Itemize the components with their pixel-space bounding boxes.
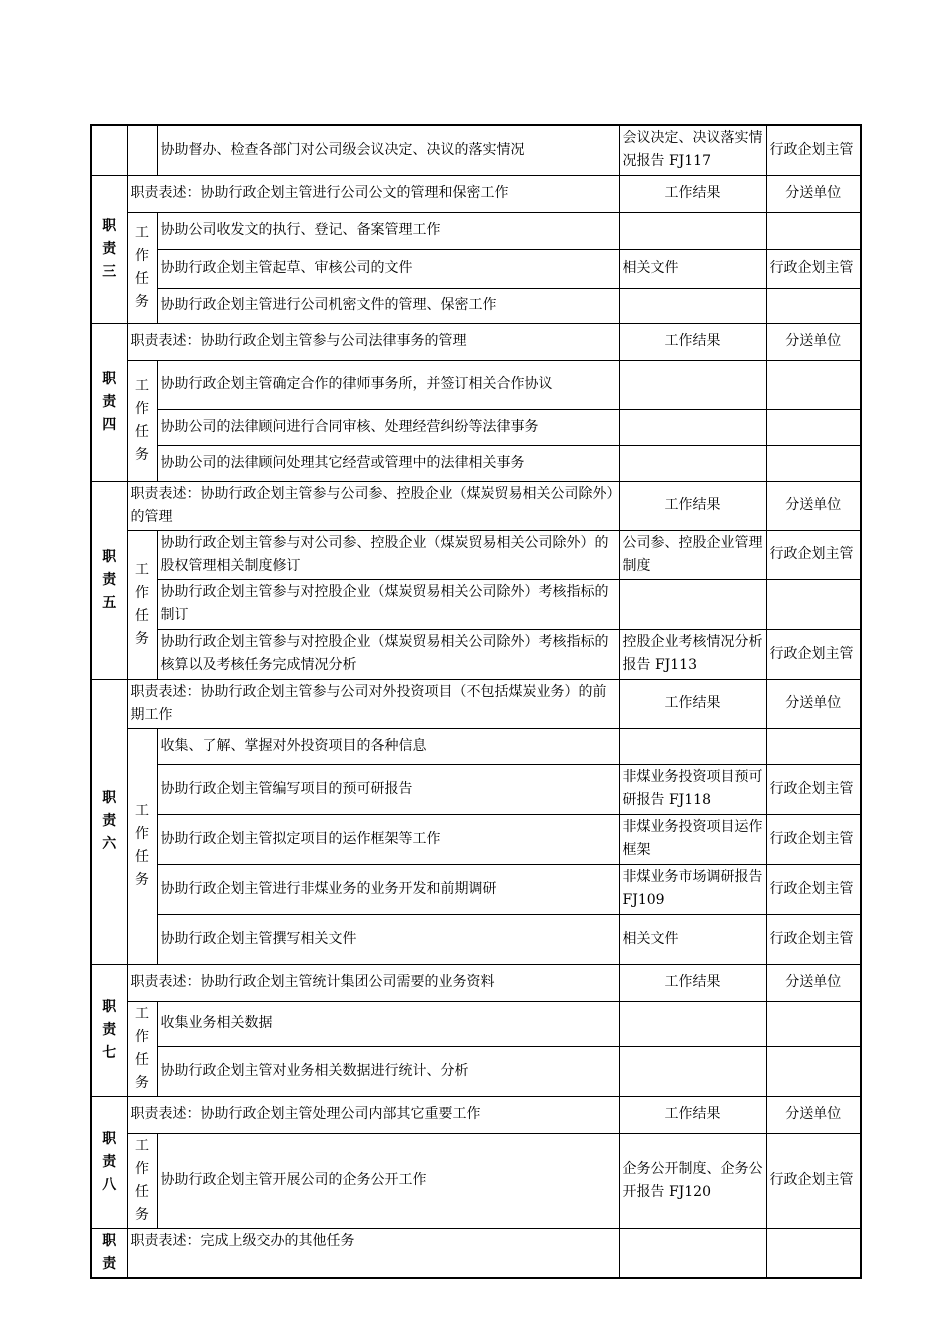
task-text: 协助行政企划主管进行非煤业务的业务开发和前期调研 xyxy=(157,864,619,914)
duty-header-row xyxy=(91,175,861,212)
table-row xyxy=(91,445,861,481)
last-duty-row xyxy=(91,1228,861,1278)
task-text: 协助行政企划主管拟定项目的运作框架等工作 xyxy=(157,814,619,864)
duty-header-row xyxy=(91,1096,861,1133)
duty-statement: 职责表述：协助行政企划主管处理公司内部其它重要工作 xyxy=(127,1096,619,1133)
result-cell: 会议决定、决议落实情况报告 FJ117 xyxy=(619,125,766,175)
dest-cell: 行政企划主管 xyxy=(766,125,861,175)
table-row xyxy=(91,249,861,288)
task-text: 协助行政企划主管起草、审核公司的文件 xyxy=(157,249,619,288)
duty-statement: 职责表述：协助行政企划主管参与公司法律事务的管理 xyxy=(127,323,619,360)
dest-cell xyxy=(766,360,861,409)
dest-cell xyxy=(766,728,861,764)
task-label-text: 工作任务 xyxy=(135,1137,149,1223)
dest-cell xyxy=(766,212,861,249)
table-row xyxy=(91,530,861,579)
table-row xyxy=(91,914,861,964)
table-row xyxy=(91,864,861,914)
result-cell xyxy=(619,445,766,481)
result-cell: 公司参、控股企业管理制度 xyxy=(619,530,766,579)
task-text: 协助督办、检查各部门对公司级会议决定、决议的落实情况 xyxy=(157,125,619,175)
task-label-text: 工作任务 xyxy=(135,377,149,463)
result-cell xyxy=(619,1001,766,1046)
result-cell: 相关文件 xyxy=(619,249,766,288)
duty-statement: 职责表述：协助行政企划主管参与公司参、控股企业（煤炭贸易相关公司除外）的管理 xyxy=(127,481,619,530)
dest-cell xyxy=(766,1228,861,1278)
dest-cell: 行政企划主管 xyxy=(766,914,861,964)
duty-label xyxy=(91,175,127,323)
result-cell xyxy=(619,1046,766,1096)
duty-label xyxy=(91,679,127,964)
table-row xyxy=(91,1046,861,1096)
dest-header: 分送单位 xyxy=(766,481,861,530)
table-row xyxy=(91,728,861,764)
dest-header: 分送单位 xyxy=(766,679,861,728)
table-row xyxy=(91,288,861,323)
task-text: 收集业务相关数据 xyxy=(157,1001,619,1046)
task-text: 协助公司收发文的执行、登记、备案管理工作 xyxy=(157,212,619,249)
dest-cell: 行政企划主管 xyxy=(766,764,861,814)
task-label xyxy=(127,728,157,964)
task-text: 协助行政企划主管开展公司的企务公开工作 xyxy=(157,1133,619,1228)
task-text: 协助行政企划主管参与对公司参、控股企业（煤炭贸易相关公司除外）的股权管理相关制度修订 xyxy=(157,530,619,579)
result-cell: 企务公开制度、企务公开报告 FJ120 xyxy=(619,1133,766,1228)
dest-cell xyxy=(766,1001,861,1046)
duty-label-cell xyxy=(91,125,127,175)
duty-label-text: 职责七 xyxy=(102,998,117,1061)
result-cell xyxy=(619,360,766,409)
task-text: 协助行政企划主管撰写相关文件 xyxy=(157,914,619,964)
task-label xyxy=(127,1001,157,1096)
duty-label xyxy=(91,481,127,679)
duty-label xyxy=(91,964,127,1096)
result-header: 工作结果 xyxy=(619,964,766,1001)
duty-label-text: 职责三 xyxy=(102,217,117,280)
task-text: 协助行政企划主管对业务相关数据进行统计、分析 xyxy=(157,1046,619,1096)
task-text: 协助行政企划主管确定合作的律师事务所，并签订相关合作协议 xyxy=(157,360,619,409)
duty-statement: 职责表述：协助行政企划主管参与公司对外投资项目（不包括煤炭业务）的前期工作 xyxy=(127,679,619,728)
dest-cell xyxy=(766,1046,861,1096)
dest-cell xyxy=(766,409,861,445)
dest-cell xyxy=(766,579,861,629)
duty-header-row xyxy=(91,323,861,360)
dest-header: 分送单位 xyxy=(766,323,861,360)
dest-cell: 行政企划主管 xyxy=(766,629,861,679)
dest-header: 分送单位 xyxy=(766,964,861,1001)
table-row xyxy=(91,814,861,864)
duty-label-text: 职责 xyxy=(102,1232,117,1272)
duty-label-text: 职责八 xyxy=(102,1130,117,1193)
dest-cell: 行政企划主管 xyxy=(766,530,861,579)
task-label xyxy=(127,212,157,323)
duty-statement: 职责表述：协助行政企划主管进行公司公文的管理和保密工作 xyxy=(127,175,619,212)
duty-label-text: 职责五 xyxy=(102,548,117,611)
table-row xyxy=(91,409,861,445)
task-text: 收集、了解、掌握对外投资项目的各种信息 xyxy=(157,728,619,764)
duty-label xyxy=(91,323,127,481)
result-header: 工作结果 xyxy=(619,323,766,360)
duty-statement: 职责表述：协助行政企划主管统计集团公司需要的业务资料 xyxy=(127,964,619,1001)
result-cell xyxy=(619,1228,766,1278)
duty-header-row xyxy=(91,481,861,530)
task-text: 协助行政企划主管编写项目的预可研报告 xyxy=(157,764,619,814)
table-row xyxy=(91,125,861,175)
task-text: 协助行政企划主管参与对控股企业（煤炭贸易相关公司除外）考核指标的制订 xyxy=(157,579,619,629)
result-cell xyxy=(619,579,766,629)
task-text: 协助公司的法律顾问进行合同审核、处理经营纠纷等法律事务 xyxy=(157,409,619,445)
table-row xyxy=(91,360,861,409)
table-row xyxy=(91,212,861,249)
dest-cell: 行政企划主管 xyxy=(766,249,861,288)
result-header: 工作结果 xyxy=(619,175,766,212)
result-cell xyxy=(619,409,766,445)
dest-cell: 行政企划主管 xyxy=(766,1133,861,1228)
task-label-text: 工作任务 xyxy=(135,803,149,888)
duty-label-text: 职责六 xyxy=(102,790,117,852)
result-header: 工作结果 xyxy=(619,1096,766,1133)
result-cell: 相关文件 xyxy=(619,914,766,964)
result-cell xyxy=(619,288,766,323)
task-label xyxy=(127,1133,157,1228)
result-cell: 控股企业考核情况分析报告 FJ113 xyxy=(619,629,766,679)
duty-header-row xyxy=(91,964,861,1001)
job-duty-table xyxy=(90,124,862,1279)
table-row xyxy=(91,764,861,814)
result-cell: 非煤业务投资项目运作框架 xyxy=(619,814,766,864)
table-row xyxy=(91,1001,861,1046)
task-label xyxy=(127,360,157,481)
duty-header-row xyxy=(91,679,861,728)
task-label xyxy=(127,530,157,679)
duty-label xyxy=(91,1096,127,1228)
result-cell: 非煤业务投资项目预可研报告 FJ118 xyxy=(619,764,766,814)
result-cell: 非煤业务市场调研报告 FJ109 xyxy=(619,864,766,914)
task-text: 协助行政企划主管进行公司机密文件的管理、保密工作 xyxy=(157,288,619,323)
duty-table-body xyxy=(91,125,861,1278)
result-header: 工作结果 xyxy=(619,679,766,728)
task-text: 协助行政企划主管参与对控股企业（煤炭贸易相关公司除外）考核指标的核算以及考核任务完成情况分析 xyxy=(157,629,619,679)
task-label-text: 工作任务 xyxy=(135,1005,149,1091)
dest-header: 分送单位 xyxy=(766,1096,861,1133)
table-row xyxy=(91,1133,861,1228)
dest-cell: 行政企划主管 xyxy=(766,864,861,914)
table-row xyxy=(91,579,861,629)
dest-cell: 行政企划主管 xyxy=(766,814,861,864)
duty-label-text: 职责四 xyxy=(102,370,117,433)
result-cell xyxy=(619,728,766,764)
dest-header: 分送单位 xyxy=(766,175,861,212)
result-header: 工作结果 xyxy=(619,481,766,530)
dest-cell xyxy=(766,288,861,323)
task-label-text: 工作任务 xyxy=(135,224,149,310)
dest-cell xyxy=(766,445,861,481)
duty-statement: 职责表述：完成上级交办的其他任务 xyxy=(127,1228,619,1278)
result-cell xyxy=(619,212,766,249)
duty-label xyxy=(91,1228,127,1278)
table-row xyxy=(91,629,861,679)
task-text: 协助公司的法律顾问处理其它经营或管理中的法律相关事务 xyxy=(157,445,619,481)
task-label-text: 工作任务 xyxy=(135,561,149,647)
task-label-cell xyxy=(127,125,157,175)
